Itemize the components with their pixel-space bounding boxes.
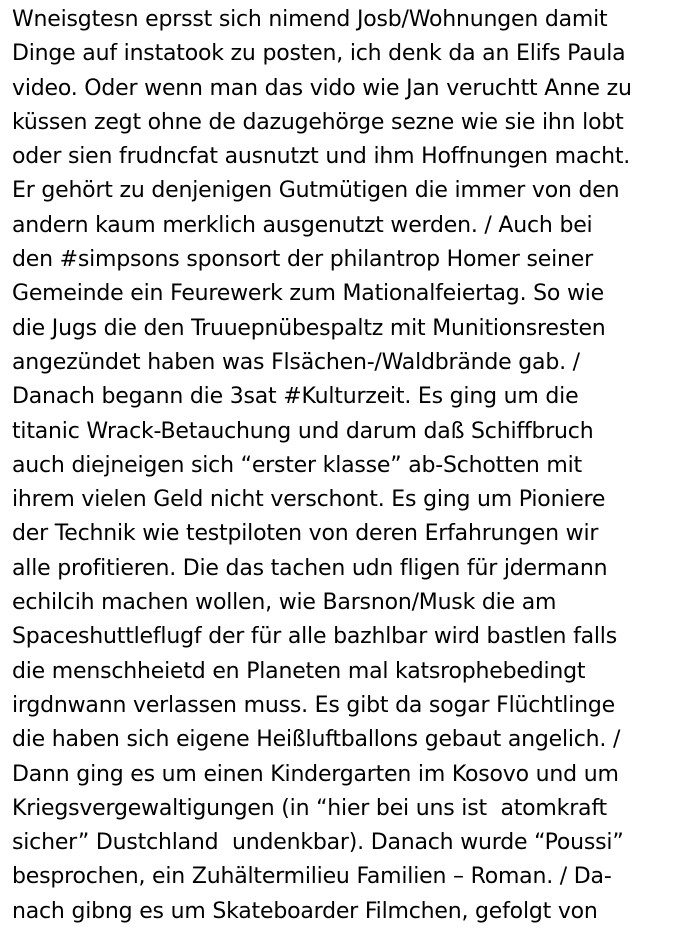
text-line-4: küssen zegt ohne de dazugehörge sezne wie sie ihn lobt [12, 109, 624, 135]
text-line-21: irgdnwann verlassen muss. Es gibt da sogar Flüchtlinge [12, 692, 615, 718]
text-line-20: die menschheietd en Planeten mal katsrophebedingt [12, 658, 586, 684]
text-line-26: besprochen, ein Zuhältermilieu Familien – Roman. / Da- [12, 864, 612, 890]
text-line-24: Kriegsvergewaltigungen (in “hier bei uns ist atomkraft [12, 795, 607, 821]
text-line-22: die haben sich eigene Heißluftballons gebaut angelich. / [12, 727, 621, 753]
text-line-13: titanic Wrack-Betauchung und darum daß Schiffbruch [12, 418, 594, 444]
text-line-6: Er gehört zu denjenigen Gutmütigen die immer von den [12, 178, 620, 204]
text-line-7: andern kaum merklich ausgenutzt werden. / Auch bei [12, 212, 593, 238]
text-line-3: video. Oder wenn man das vido wie Jan veruchtt Anne zu [12, 75, 632, 101]
text-line-8: den #simpsons sponsort der philantrop Homer seiner [12, 247, 593, 273]
text-line-27: nach gibng es um Skateboarder Filmchen, gefolgt von [12, 898, 598, 924]
text-line-2: Dinge auf instatook zu posten, ich denk da an Elifs Paula [12, 41, 626, 67]
text-line-23: Dann ging es um einen Kindergarten im Kosovo und um [12, 761, 619, 787]
text-line-18: echilcih machen wollen, wie Barsnon/Musk die am [12, 590, 557, 616]
text-line-19: Spaceshuttleflugf der für alle bazhlbar wird bastlen falls [12, 624, 617, 650]
text-line-17: alle profitieren. Die das tachen udn fligen für jdermann [12, 555, 608, 581]
text-line-10: die Jugs die den Truuepnübespaltz mit Munitionsresten [12, 315, 606, 341]
text-line-11: angezündet haben was Flsächen-/Waldbrände gab. / [12, 349, 580, 375]
text-line-16: der Technik wie testpiloten von deren Erfahrungen wir [12, 521, 599, 547]
document-body-text [12, 3, 680, 929]
text-line-14: auch diejneigen sich “erster klasse” ab-Schotten mit [12, 452, 582, 478]
text-line-1: Wneisgtesn eprsst sich nimend Josb/Wohnungen damit [12, 7, 608, 32]
text-line-25: sicher” Dustchland undenkbar). Danach wurde “Poussi” [12, 830, 624, 856]
text-line-9: Gemeinde ein Feurewerk zum Mationalfeiertag. So wie [12, 281, 605, 307]
text-line-12: Danach begann die 3sat #Kulturzeit. Es ging um die [12, 384, 579, 410]
text-line-5: oder sien frudncfat ausnutzt und ihm Hoffnungen macht. [12, 144, 631, 170]
text-line-15: ihrem vielen Geld nicht verschont. Es ging um Pioniere [12, 487, 606, 513]
